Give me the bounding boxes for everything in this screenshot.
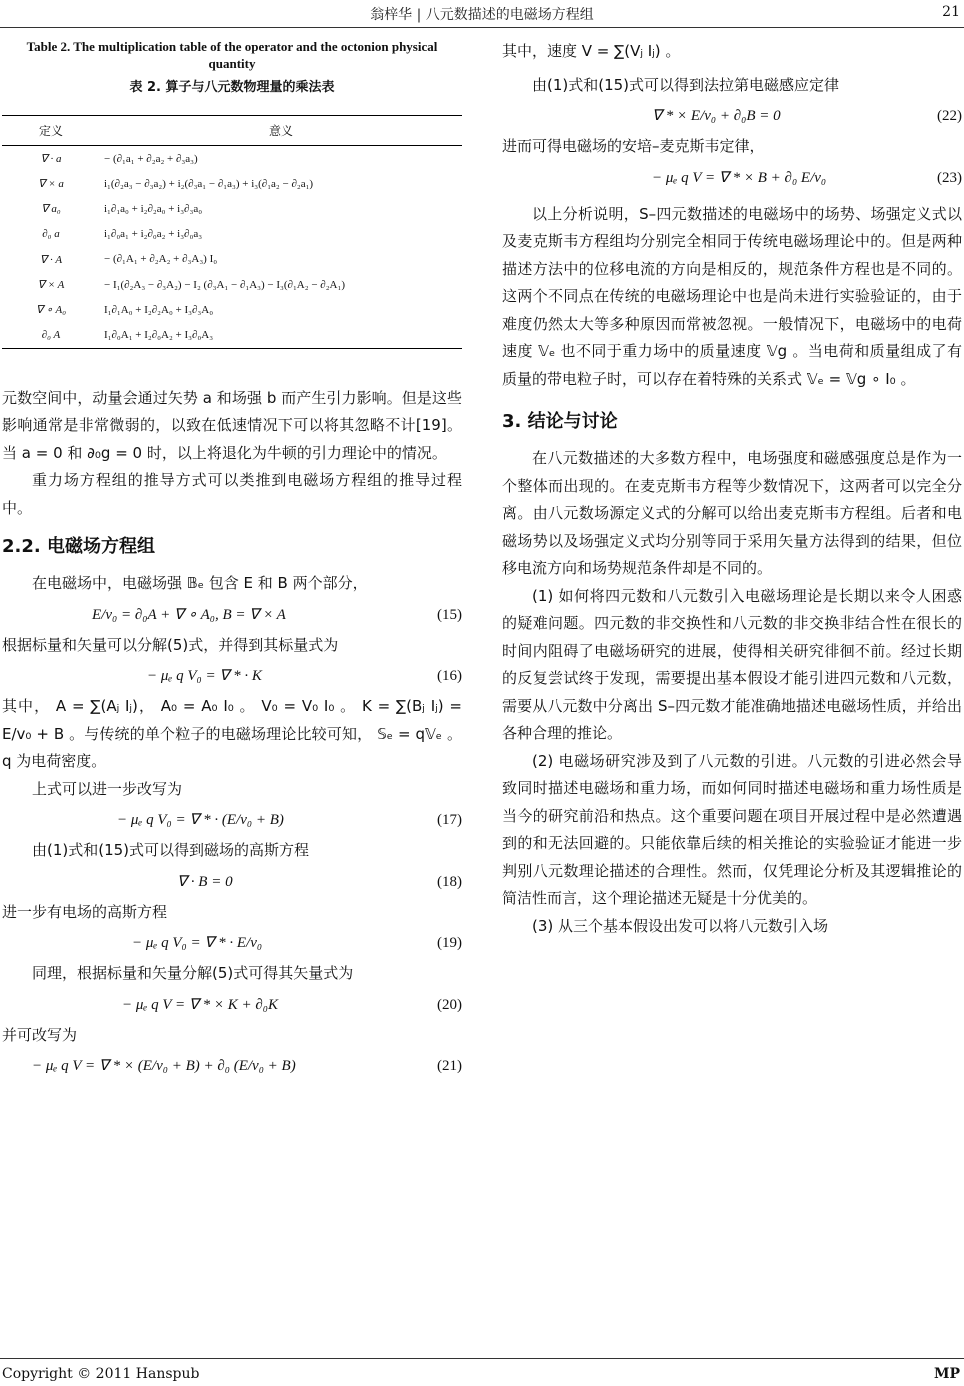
equation-body: − μₑ q V₀ = ∇ * · E/v₀ xyxy=(132,935,263,951)
row-definition: ∇ ∘ A₀ xyxy=(35,304,67,317)
header-rule xyxy=(0,27,964,28)
paragraph: (1) 如何将四元数和八元数引入电磁场理论是长期以来令人困惑的疑难问题。四元数的非交换性和八元数的非交换非结合性在很长的时间内阻碍了电磁场研究的进展，使得相关研究徘徊不前。经过长期的反复尝试终于发现，需要提出基本假设才能引进四元数和八元数，需要从八元数中分离出 S–四元数才能准确地描述电磁场性质，并给出各种合理的推论。 xyxy=(502,586,962,742)
equation-body: E/v₀ = ∂₀A + ∇ ∘ A₀, B = ∇ × A xyxy=(92,606,286,623)
equation-19 xyxy=(2,926,462,960)
journal-abbreviation: MP xyxy=(933,1366,960,1382)
table-caption-en: Table 2. The multiplication table of the operator and the octonion physical quantity xyxy=(26,39,438,71)
paragraph: 进一步有电场的高斯方程 xyxy=(2,902,168,921)
equation-number: (22) xyxy=(937,108,962,124)
row-meaning: − (∂₁a₁ + ∂₂a₂ + ∂₃a₃) xyxy=(104,152,198,165)
table-header-meaning: 意义 xyxy=(100,116,462,146)
paragraph: 并可改写为 xyxy=(2,1025,78,1044)
equation-20 xyxy=(2,988,462,1022)
equation-number: (18) xyxy=(437,873,462,890)
row-meaning: i₁∂₁a₀ + i₂∂₂a₀ + i₃∂₃a₀ xyxy=(104,202,203,215)
paragraph: 由(1)式和(15)式可以得到法拉第电磁感应定律 xyxy=(532,75,840,94)
table-row xyxy=(2,222,462,247)
paragraph: 由(1)式和(15)式可以得到磁场的高斯方程 xyxy=(32,841,310,859)
paragraph: 在八元数描述的大多数方程中，电场强度和磁感强度总是作为一个整体而出现的。在麦克斯韦方程等少数情况下，这两者可以完全分离。由八元数场源定义式的分解可以给出麦克斯韦方程组。后者和电磁场势以及场强定义式均分别等同于采用矢量方法得到的结果，但位移电流方向和场势规范条件却是不同的。 xyxy=(502,449,962,577)
paragraph: 元数空间中，动量会通过矢势 a 和场强 b 而产生引力影响。但是这些影响通常是非常微弱的，以致在低速情况下可以将其忽略不计[19]。当 a = 0 和 ∂₀g = 0 时，以上将退化为牛顿的引力理论中的情况。 xyxy=(2,388,462,462)
paragraph: 重力场方程组的推导方式可以类推到电磁场方程组的推导过程中。 xyxy=(2,471,462,517)
paragraph: 进而可得电磁场的安培–麦克斯韦定律， xyxy=(502,137,765,155)
table-row xyxy=(2,196,462,221)
section-heading: 3. 结论与讨论 xyxy=(502,411,618,432)
left-column xyxy=(2,38,462,1083)
equation-number: (17) xyxy=(437,812,462,828)
paragraph: 以上分析说明，S–四元数描述的电磁场中的场势、场强定义式以及麦克斯韦方程组均分别完全相同于传统电磁场理论中的。但是两种描述方法中的位移电流的方向是相反的，规范条件方程也是不同的。这两个不同点在传统的电磁场理论中也是尚未进行实验验证的，由于难度仍然太大等多种原因而常被忽视。一般情况下，电磁场中的电荷速度 𝕍ₑ 也不同于重力场中的质量速度 𝕍g 。当电荷和质量组成了有质量的带电粒子时，可以存在着特殊的关系式 𝕍ₑ = 𝕍g ∘ I₀ 。 xyxy=(502,204,962,388)
row-definition: ∂₀ a xyxy=(42,228,60,241)
table-row xyxy=(2,146,462,172)
equation-number: (19) xyxy=(437,935,462,951)
paragraph: 其中， A = ∑(Aⱼ Iⱼ)， A₀ = A₀ I₀ 。 V₀ = V₀ I₀ 。 K = ∑(Bⱼ Iⱼ) = E/v₀ + B 。与传统的单个粒子的电磁场理论比较可知， 𝕊ₑ = q𝕍ₑ 。q 为电荷密度。 xyxy=(2,697,462,770)
copyright: Copyright © 2011 Hanspub xyxy=(2,1366,200,1382)
row-meaning: i₁(∂₂a₃ − ∂₃a₂) + i₂(∂₃a₁ − ∂₁a₃) + i₃(∂₁a₂ − ∂₂a₁) xyxy=(104,177,314,190)
equation-number: (20) xyxy=(437,996,462,1013)
equation-number: (16) xyxy=(437,668,462,684)
row-meaning: − (∂₁A₁ + ∂₂A₂ + ∂₃A₃) I₀ xyxy=(104,253,218,266)
paragraph: 同理，根据标量和矢量分解(5)式可得其矢量式为 xyxy=(32,964,354,982)
equation-17 xyxy=(2,803,462,837)
table-row xyxy=(2,322,462,348)
right-column xyxy=(502,38,962,940)
row-meaning: − I₁(∂₂A₃ − ∂₃A₂) − I₂ (∂₃A₁ − ∂₁A₃) − I₃(∂₁A₂ − ∂₂A₁) xyxy=(104,278,345,291)
row-definition: ∇ · a xyxy=(40,153,62,166)
equation-body: − μₑ q V₀ = ∇ * · K xyxy=(147,668,262,684)
running-title: 翁梓华 | 八元数描述的电磁场方程组 xyxy=(370,7,594,23)
equation-body: − μₑ q V = ∇ * × B + ∂₀ E/v₀ xyxy=(652,169,827,186)
row-meaning: i₁∂₀a₁ + i₂∂₀a₂ + i₃∂₀a₃ xyxy=(104,228,203,241)
paragraph: (2) 电磁场研究涉及到了八元数的引进。八元数的引进必然会导致同时描述电磁场和重力场，而如何同时描述电磁场和重力场性质是当今的研究前沿和热点。这个重要问题在项目开展过程中是必然遭遇到的和无法回避的。只能依靠后续的相关推论的实验验证才能进一步判别八元数理论描述的合理性。然而，仅凭理论分析及其逻辑推论的简洁性而言，这个理论描述无疑是十分优美的。 xyxy=(502,751,962,907)
equation-number: (15) xyxy=(437,606,462,623)
row-meaning: I₁∂₀A₁ + I₂∂₀A₂ + I₃∂₀A₃ xyxy=(100,322,462,348)
equation-number: (23) xyxy=(937,169,962,186)
equation-body: ∇ · B = 0 xyxy=(177,873,233,890)
paragraph: 上式可以进一步改写为 xyxy=(32,779,183,798)
row-definition: ∇ · A xyxy=(39,253,63,266)
equation-body: − μₑ q V = ∇ * × K + ∂₀K xyxy=(122,996,279,1013)
footer-rule xyxy=(0,1358,964,1359)
row-definition: ∇ × A xyxy=(37,279,65,292)
multiplication-table xyxy=(2,115,462,349)
equation-23 xyxy=(502,161,962,195)
equation-body: − μₑ q V₀ = ∇ * · (E/v₀ + B) xyxy=(117,812,284,828)
table-header-definition: 定义 xyxy=(2,116,100,146)
paragraph: (3) 从三个基本假设出发可以将八元数引入场 xyxy=(532,916,829,935)
row-meaning: I₁∂₁A₀ + I₂∂₂A₀ + I₃∂₃A₀ xyxy=(104,303,214,316)
equation-15 xyxy=(2,598,462,632)
paragraph: 在电磁场中，电磁场强 𝔹ₑ 包含 E 和 B 两个部分， xyxy=(32,574,368,592)
table-row xyxy=(2,247,462,272)
page-number: 21 xyxy=(942,4,960,20)
row-definition: ∇ × a xyxy=(38,178,64,191)
table-caption-zh: 表 2. 算子与八元数物理量的乘法表 xyxy=(129,80,335,95)
equation-body: − μₑ q V = ∇ * × (E/v₀ + B) + ∂₀ (E/v₀ + B) xyxy=(32,1058,296,1074)
equation-22 xyxy=(502,99,962,133)
table-row xyxy=(2,297,462,322)
paragraph: 其中，速度 V = ∑(Vⱼ Iⱼ) 。 xyxy=(502,42,681,60)
table-row xyxy=(2,272,462,297)
paragraph: 根据标量和矢量可以分解(5)式，并得到其标量式为 xyxy=(2,635,339,654)
equation-body: ∇ * × E/v₀ + ∂₀B = 0 xyxy=(652,108,781,124)
row-definition: ∇ a₀ xyxy=(41,203,61,216)
equation-number: (21) xyxy=(437,1058,462,1074)
equation-21 xyxy=(2,1049,462,1083)
section-heading: 2.2. 电磁场方程组 xyxy=(2,536,155,557)
equation-18 xyxy=(2,865,462,899)
row-definition: ∂₀ A xyxy=(2,322,100,348)
equation-16 xyxy=(2,659,462,693)
table-row xyxy=(2,171,462,196)
